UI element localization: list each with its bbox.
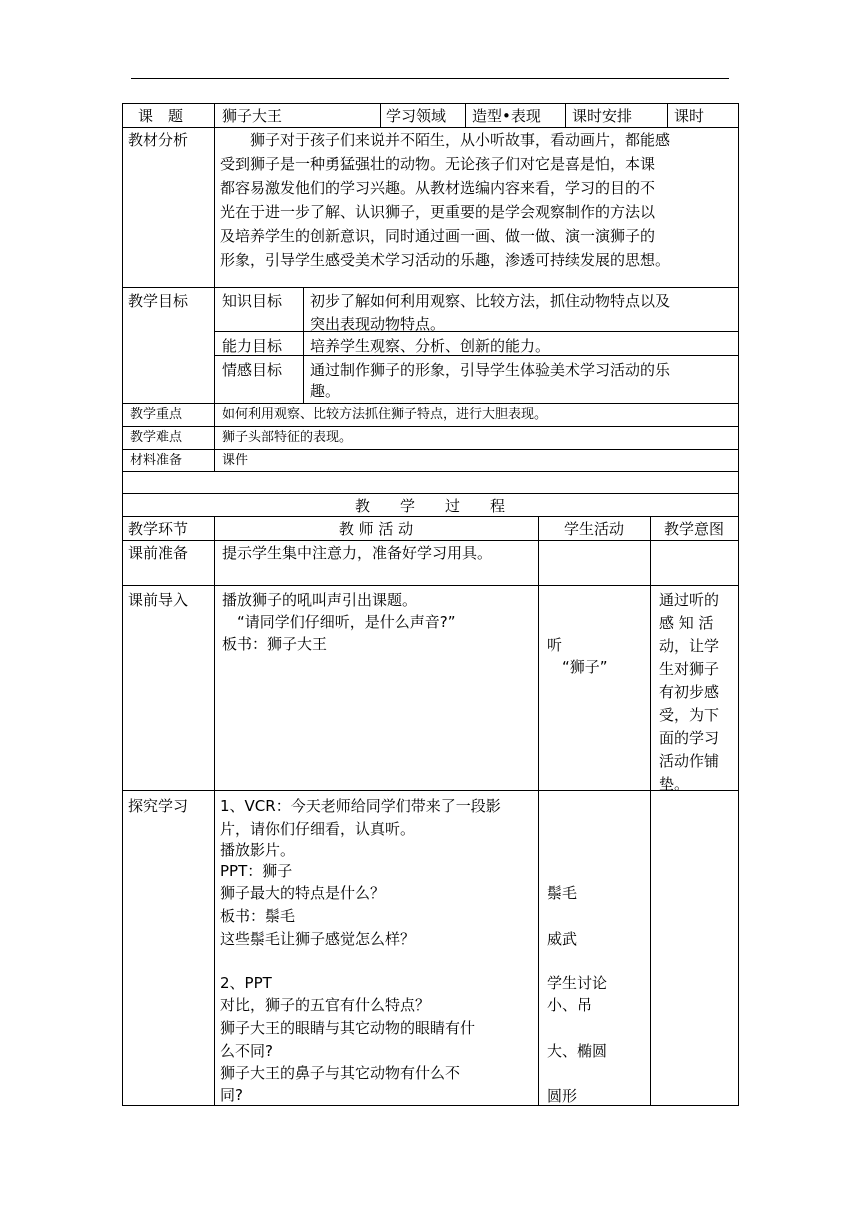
- col-header-stage: 教学环节: [128, 520, 189, 538]
- difficulty-text: 狮子头部特征的表现。: [222, 430, 353, 445]
- table-rule-v: [667, 103, 668, 128]
- materials-text: 课件: [222, 453, 249, 468]
- explore-stage: 探究学习: [128, 797, 189, 815]
- col-header-teacher: 教 师 活 动: [338, 520, 414, 538]
- schedule-value: 课时: [674, 107, 705, 125]
- table-rule-v: [214, 403, 215, 472]
- table-rule-v: [538, 516, 539, 1106]
- table-rule-h: [122, 493, 739, 494]
- course-label: 课 题: [138, 107, 184, 125]
- emotion-goal-label: 情感目标: [222, 361, 283, 379]
- domain-value: 造型•表现: [472, 107, 541, 125]
- header-rule: [131, 78, 729, 79]
- ability-goal-label: 能力目标: [222, 337, 283, 355]
- knowledge-goal-label: 知识目标: [222, 292, 283, 310]
- ability-goal-text: 培养学生观察、分析、创新的能力。: [310, 337, 551, 355]
- table-rule-v: [738, 103, 739, 1106]
- process-title: 教 学 过 程: [354, 497, 505, 515]
- col-header-student: 学生活动: [563, 520, 624, 538]
- col-header-intent: 教学意图: [663, 520, 724, 538]
- materials-label: 材料准备: [130, 453, 183, 468]
- table-rule-v: [122, 103, 123, 1106]
- schedule-label: 课时安排: [572, 107, 633, 125]
- analysis-label: 教材分析: [128, 131, 189, 149]
- difficulty-label: 教学难点: [130, 430, 183, 445]
- knowledge-goal-line-2: 突出表现动物特点。: [310, 315, 446, 333]
- table-rule-v: [214, 287, 215, 404]
- key-point-text: 如何利用观察、比较方法抓住狮子特点，进行大胆表现。: [222, 407, 548, 422]
- table-rule-v: [214, 103, 215, 128]
- table-rule-v: [303, 287, 304, 404]
- emotion-goal-line-2: 趣。: [310, 382, 341, 400]
- key-point-label: 教学重点: [130, 407, 183, 422]
- table-rule-h: [214, 331, 739, 332]
- domain-label: 学习领域: [386, 107, 447, 125]
- prep-teacher: 提示学生集中注意力，准备好学习用具。: [222, 544, 493, 562]
- table-rule-v: [650, 516, 651, 1106]
- emotion-goal-line-1: 通过制作狮子的形象，引导学生体验美术学习活动的乐: [310, 361, 671, 379]
- table-rule-v: [214, 516, 215, 1106]
- goals-label: 教学目标: [128, 292, 189, 310]
- table-rule-v: [565, 103, 566, 128]
- knowledge-goal-line-1: 初步了解如何利用观察、比较方法，抓住动物特点以及: [310, 292, 671, 310]
- table-rule-v: [380, 103, 381, 128]
- intro-stage: 课前导入: [128, 591, 189, 609]
- course-title: 狮子大王: [222, 107, 283, 125]
- table-rule-v: [465, 103, 466, 128]
- prep-stage: 课前准备: [128, 544, 189, 562]
- table-rule-v: [214, 127, 215, 288]
